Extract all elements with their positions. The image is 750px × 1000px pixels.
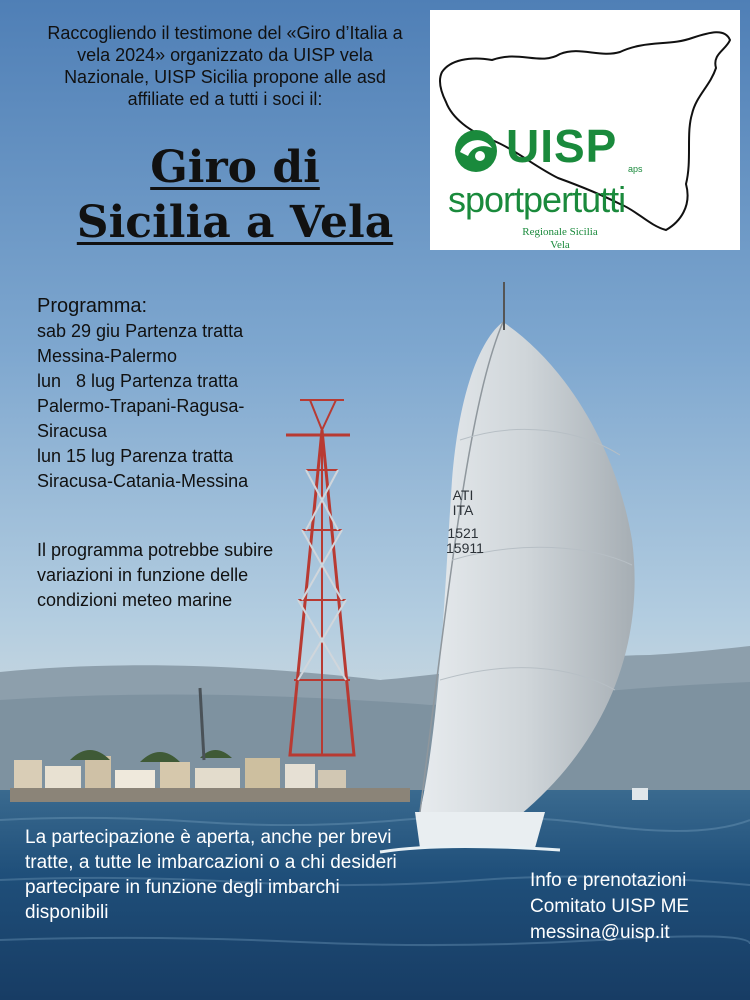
program-section [37, 294, 367, 494]
info-email[interactable]: messina@uisp.it [530, 922, 670, 943]
sail-number-line: 15911 [446, 540, 484, 556]
info-committee: Comitato UISP ME [530, 896, 690, 917]
program-heading: Programma: [37, 295, 148, 317]
logo-brand [506, 120, 617, 172]
program-note: Il programma potrebbe subire variazioni in funzione delle condizioni meteo marine [37, 540, 274, 610]
program-line: Palermo-Trapani-Ragusa- [37, 396, 245, 416]
program-line: lun 8 lug Partenza tratta [37, 371, 239, 391]
sail-number [446, 487, 484, 556]
logo-brand-name: UISP [506, 120, 618, 172]
uisp-logo [430, 10, 740, 250]
info-label: Info e prenotazioni [530, 870, 687, 891]
program-line: lun 15 lug Parenza tratta [37, 446, 234, 466]
logo-tagline: sportpertutti [448, 179, 626, 220]
logo-sector: Vela [550, 239, 570, 251]
title-line: Sicilia a Vela [76, 197, 394, 248]
intro-text: Raccogliendo il testimone del «Giro d’Italia a vela 2024» organizzato da UISP vela Nazionale, UISP Sicilia propone alle asd affiliate ed a tutti i soci il: [47, 23, 403, 109]
program-line: Siracusa-Catania-Messina [37, 471, 249, 491]
title-line: Giro di [150, 142, 320, 193]
logo-aps: aps [628, 164, 643, 174]
program-line: Siracusa [37, 421, 108, 441]
contact-info [530, 868, 745, 946]
sail-number-line: ITA [452, 502, 474, 518]
participation-text: La partecipazione è aperta, anche per brevi tratte, a tutte le imbarcazioni o a chi desideri partecipare in funzione degli imbarchi disponibili [25, 827, 397, 923]
program-line: Messina-Palermo [37, 346, 178, 366]
sail-number-line: ATI [452, 487, 474, 503]
logo-region: Regionale Sicilia [522, 226, 598, 238]
sail-number-line: 1521 [447, 525, 479, 541]
uisp-emblem-icon [450, 128, 502, 174]
event-title [20, 140, 450, 250]
program-line: sab 29 giu Partenza tratta [37, 321, 244, 341]
